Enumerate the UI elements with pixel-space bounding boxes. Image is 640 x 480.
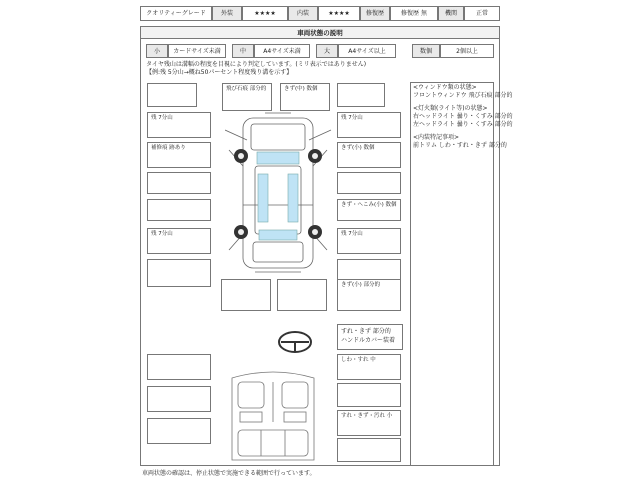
damage-box-right-1 <box>337 83 385 107</box>
interior-box-1: しわ・すれ 中 <box>337 354 401 380</box>
damage-box-right-2: 残 7分山 <box>337 112 401 138</box>
interior-box-left-2 <box>147 386 211 412</box>
repair-value: 修復歴 無 <box>390 6 438 21</box>
remarks-list <box>413 84 513 150</box>
damage-box-left-8 <box>147 259 211 287</box>
steering-damage-box <box>337 324 403 350</box>
trunk <box>253 242 303 262</box>
window-condition-line: フロントウィンドウ 飛び石痕 部分的 <box>413 92 513 99</box>
interior-remarks-heading: <内装特記事項> <box>413 134 460 141</box>
interior-box-2 <box>337 383 401 407</box>
steering-damage-line1: すれ・きず 部分的 <box>341 328 391 335</box>
side-glass-left <box>258 174 268 222</box>
equipment-label: 機関 <box>438 6 464 21</box>
damage-box-right-3: きず(小) 数個 <box>337 142 401 168</box>
damage-box-right-4 <box>337 172 401 194</box>
lights-condition-line: 左ヘッドライト 曇り・くすみ 部分的 <box>413 121 513 128</box>
section-title: 車両状態の説明 <box>141 27 499 39</box>
legend-medium: 中 <box>232 44 254 58</box>
hood <box>251 124 305 150</box>
legend-large-desc: A4サイズ以上 <box>338 44 396 58</box>
tire-note-line2: 【例:残 5分山→概ね50パーセント程度残り溝を示す】 <box>146 69 293 76</box>
exterior-rating: ★★★★ <box>242 6 288 21</box>
interior-label: 内装 <box>288 6 318 21</box>
damage-box-top-mid-left: 飛び石痕 部分的 <box>222 83 272 111</box>
front-windshield <box>257 152 299 164</box>
window-condition-heading: <ウィンドウ類の状態> <box>413 84 477 91</box>
damage-box-bottom-left <box>221 279 271 311</box>
lights-condition-heading: <灯火類(ライト等)の状態> <box>413 105 488 112</box>
footer-note: 車両状態の確認は、停止状態で実施できる範囲で行っています。 <box>142 470 316 477</box>
damage-box-bottom-mid <box>277 279 327 311</box>
interior-box-3: すれ・きず・汚れ 小 <box>337 410 401 436</box>
legend-small-desc: カードサイズ未満 <box>168 44 226 58</box>
grade-label: クオリティーグレード <box>140 6 212 21</box>
damage-box-right-7: 残 7分山 <box>337 228 401 254</box>
rear-glass <box>259 230 297 240</box>
damage-box-left-7: 残 7分山 <box>147 228 211 254</box>
equipment-value: 正常 <box>464 6 500 21</box>
repair-label: 修復歴 <box>360 6 390 21</box>
damage-box-left-1 <box>147 83 197 107</box>
car-diagram <box>225 110 335 280</box>
damage-box-top-mid-right: きず(中) 数個 <box>280 83 330 111</box>
damage-box-left-5 <box>147 199 211 221</box>
damage-box-left-2: 残 7分山 <box>147 112 211 138</box>
legend-small: 小 <box>146 44 168 58</box>
steering-wheel-icon <box>277 330 313 354</box>
damage-box-right-9: きず(小) 部分的 <box>337 279 401 311</box>
interior-remarks-line: 前トリム しわ・すれ・きず 部分的 <box>413 142 507 149</box>
interior-box-4 <box>337 438 401 462</box>
tire-note-line1: タイヤ残山は溝幅の程度を目視により判定しています。(ミリ表示ではありません) <box>146 61 367 68</box>
damage-box-right-5: きず・へこみ(小) 数個 <box>337 199 401 221</box>
damage-box-left-3: 補修痕 跡あり <box>147 142 211 168</box>
damage-box-left-4 <box>147 172 211 194</box>
side-glass-right <box>288 174 298 222</box>
legend-medium-desc: A4サイズ未満 <box>254 44 310 58</box>
legend-large: 大 <box>316 44 338 58</box>
interior-box-left-3 <box>147 418 211 444</box>
lights-condition-line: 右ヘッドライト 曇り・くすみ 部分的 <box>413 113 513 120</box>
interior-seat-diagram <box>226 364 320 464</box>
car-body <box>243 118 313 268</box>
interior-box-left-1 <box>147 354 211 380</box>
legend-count-desc: 2個以上 <box>440 44 494 58</box>
legend-count: 数個 <box>412 44 440 58</box>
interior-rating: ★★★★ <box>318 6 360 21</box>
steering-damage-line2: ハンドルカバー装着 <box>341 337 396 344</box>
exterior-label: 外装 <box>212 6 242 21</box>
